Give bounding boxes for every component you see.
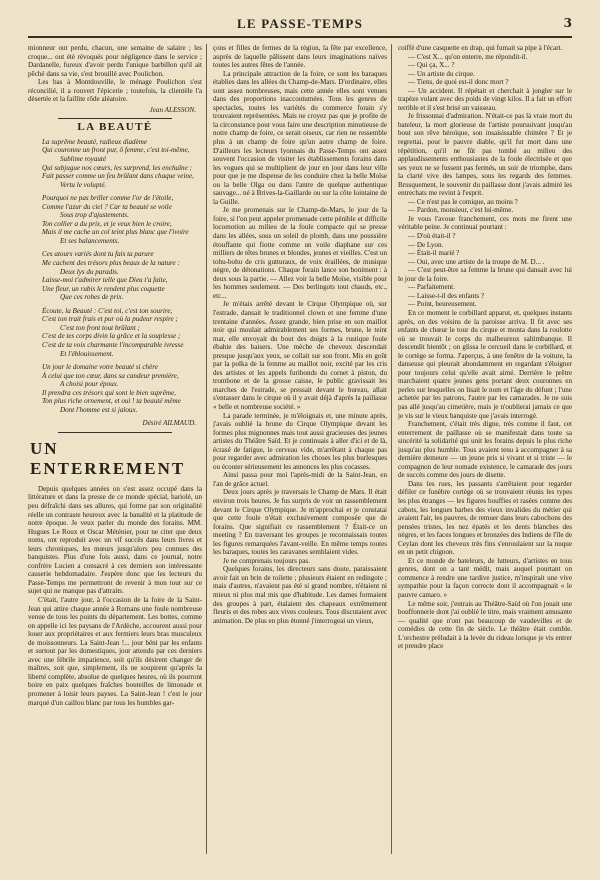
- paragraph: — Un accident. Il répétait et cherchait à jongler sur le trapèze volant avec des poids de vingt kilos. Il a fait un effort terrible et il s'est brisé un vaisseau.: [398, 86, 572, 112]
- divider: [58, 118, 172, 119]
- dialogue-line: — Oui, avec une artiste de la troupe de M. D... .: [408, 257, 545, 266]
- article-title: UN ENTERREMENT: [30, 438, 186, 478]
- paragraph: Quelques forains, les directeurs sans doute, paraissaient avoir fait un brin de toilette ; plusieurs étaient en redingote ; mais d'autres, n'avaient pas été si grand nombre, n'étaient ni mieux ni plus mal mis que d'habitude. Les dames formaient des groupes à part, étalaient des chapeaux extrêmement fleuris et des robes aux vives couleurs. Tous discutaient avec animation. De plus en plus étonné j'interrogeai un vieux,: [213, 565, 387, 625]
- poem-line: Pourquoi ne pas briller comme l'or de l'étoile,: [42, 194, 174, 203]
- poem-stanza: [42, 250, 198, 301]
- paragraph: C'était, l'autre jour, à l'occasion de la foire de la Saint-Jean qui attire chaque année à Romans une foule nombreuse venue de tous les points du département. Les bottes, comme on appelle ici les paysans de l'Ardèche, accourent aussi pour louer aux propriétaires et aux fermiers leurs bras musculeux de moissonneurs. La Saint-Jean !... jour béni par les enfants et surtout par les domestiques, jour attendu par ces derniers avec une fébrile impatience, soit qu'ils désirent changer de maîtres, soit que, simplement, ils ne soupirent qu'après la liberté complète, absolue de quelques heures, où ils pourront boire en paix quelques fraîches bouteilles de limonade et promener à loisir leurs payses. La Saint-Jean ! c'est le jour marqué d'un caillou blanc par tous les humbles gar-: [28, 595, 202, 707]
- poem-line: Une fleur, un rubis le rendent plus coquette: [42, 284, 165, 293]
- paragraph: Je vous l'avoue franchement, ces mots me firent une véritable peine. Je continuai pourtant :: [398, 214, 572, 232]
- paragraph: En ce moment le corbillard apparut, et, quelques instants après, on des voisins de la paroisse arriva. Il fit avec ses enfants de chœur le tour du cirque et monta dans la roulotte où se trouvait le corps du malheureux saltimbanque. Il descendit bientôt ; on glissa le cercueil dans le corbillard, et le cortège se forma. J'aperçus, à une fenêtre de la voiture, la danseuse qui pleurait abondamment en regardant s'éloigner pour toujours celui qu'elle avait aimé. Derrière le prêtre marchaient quatre jeunes gens portant deux couronnes en perles sur lesquelles on lisait le nom et l'âge du défunt ; l'une achetée par les patrons, l'autre par les camarades. Je ne suis pas allé jusqu'au cimetière, mais je n'oublierai jamais ce que je vis sur le vieux banquiste que j'avais interrogé.: [398, 308, 572, 420]
- poem-line: C'est de tes corps divin la grâce et la souplesse ;: [42, 332, 181, 341]
- poem-line: Et ses balancements.: [60, 236, 120, 245]
- poem-line: Mais il me cache un col teint plus blanc que l'ivoire: [42, 228, 189, 237]
- poem-stanza: [42, 138, 198, 189]
- dialogue-line: — Qui ça, X... ?: [408, 61, 455, 70]
- poem-line: C'est de ta voix charmante l'incomparable ivresse: [42, 340, 184, 349]
- poem-line: Ces atours variés dont tu fais ta parure: [42, 250, 154, 259]
- poem-line: Ton collier a du prix, et je veux bien le croire,: [42, 219, 172, 228]
- paragraph: çons et filles de fermes de la région, la fête par excellence, auprès de laquelle pâlissent dans leurs imaginations naïves toutes les autres fêtes de l'année.: [213, 44, 387, 70]
- paragraph: Je frissonnai d'admiration. N'était-ce pas là vraie mort du bateleur, la mort glorieuse de l'artiste poursuivant jusqu'au bout son rêve héroïque, son insaisissable chimère ? Et je regrettai, pour le pauvre diable, qu'il fut mort dans une répétition, qu'il ne fût pas tombé au milieu des applaudissements enthousiastes de la foule électrisée et que ses yeux ne se fussent pas fermés, un soir de triomphe, dans la clarté vive des lampes, sous les regards des femmes. Brusquement, le souvenir du paillasse dont j'avais admiré les entrechats me revint à l'esprit.: [398, 112, 572, 198]
- poem-line: Laisse-moi t'admirer telle que Dieu t'a faite,: [42, 276, 168, 285]
- dialogue-line: — Point, heureusement.: [408, 300, 477, 309]
- poem-line: Dont l'homme est si jaloux.: [60, 405, 138, 414]
- poem-line: Et l'éblouissement.: [60, 349, 114, 358]
- poem-line: La suprême beauté, radieux diadème: [42, 137, 148, 146]
- poem-stanza: [42, 194, 198, 245]
- poem-line: Sous trop d'ajustements.: [60, 211, 129, 220]
- poem-line: C'est ton front tout brûlant ;: [60, 323, 140, 332]
- poem-line: Que ces robes de prix.: [60, 293, 124, 302]
- poem-line: Me cachent des trésors plus beaux de la nature :: [42, 259, 180, 268]
- column-1: [28, 44, 202, 854]
- poem-line: Qui subjugue nos cœurs, les surprend, les enchaîne ;: [42, 163, 192, 172]
- author-signature: Jean ALESSON.: [149, 105, 196, 114]
- paragraph: Les bas à Montdouville, le ménage Poulichon s'est réconcilié, il a rouvert l'épicerie ; toutefois, la clientèle l'a désertée et la faillite rôde aléatoire.: [28, 78, 202, 104]
- dialogue-line: — C'est X... qu'on enterre, me répondit-il.: [408, 52, 528, 61]
- paragraph: Dans les rues, les passants s'arrêtaient pour regarder défiler ce funèbre cortège où se trouvaient réunis les types les plus étranges — les figures bouffies et rasées comme des cabots, les longues barbes des vieux invalides du métier qui avaient l'air, les pauvres, de remuer dans leurs cabochons des pensées tristes, les nez épatés et les dents blanches des nègres, et les faces longues et bronzées des Indiens de l'île de Ceylan dont les cheveux très fins s'enroulaient sur la nuque en un petit chignon.: [398, 479, 572, 557]
- dialogue-line: — D'où était-il ?: [408, 232, 456, 241]
- paragraph: Franchement, c'était très digne, très comme il faut, cet enterrement de paillasse où se manifestait dans toute sa sincérité la solidarité qui unit les forains depuis le plus riche jusqu'au plus humble. Tous avaient tenu à accompagner à sa dernière demeure — un jeune pris si vivant et si triste — le compagnon de leur nomade existence, le camarade des jours de succès comme des jours de disette.: [398, 420, 572, 480]
- poem-title: LA BEAUTÉ: [77, 121, 153, 134]
- poem-line: Deux lys du paradis.: [60, 267, 119, 276]
- paragraph: La principale attraction de la foire, ce sont les baraques établies dans les allées du Champ-de-Mars. D'ordinaire, elles sont assez nombreuses, mais cette année elles sont venues dans des proportions inaccoutumées. Tous les genres de spectacles, toutes les variétés du commerce forain s'y trouvaient représentées. Mais ne croyez pas que je profite de la circonstance pour vous faire une description minutieuse de notre champ de foire, ce serait oiseux, car rien ne ressemble plus à un champ de foire qu'un autre champ de foire. D'ailleurs les lecteurs lyonnais du Passe-Temps ont assez souvent l'occasion de visiter les établissements forains dans les vogues qui se multiplient de jour en jour dans leur ville pour que je me dispense de les conduire chez la belle Moïse ou la belle Olga ou dans l'antre de quelque authentique sauvage... né à Brives-la-Gaillarde ou sur la côte lointaine de la Guille.: [213, 69, 387, 206]
- page-number: 3: [563, 16, 572, 30]
- dialogue-line: — Était-il marié ?: [408, 249, 460, 258]
- journal-title: LE PASSE-TEMPS: [237, 16, 363, 31]
- paragraph: La parade terminée, je m'éloignais et, une minute après, j'avais oublié la brune du Cirque Olympique devant les formes plus mignonnes mais tout aussi gracieuses des jeunes artistes du Théâtre Saïd. Et je continuais à aller d'ici et de là, écrasé de fatigue, le cerveau vide, m'arrêtant à chaque pas pour regarder avec admiration les choses les plus burlesques ou écouter sérieusement les annonces les plus cocasses.: [213, 411, 387, 471]
- poem-line: Fait passer comme un feu brûlant dans chaque veine,: [42, 172, 194, 181]
- dialogue-line: — Parfaitement.: [408, 283, 455, 292]
- dialogue-line: — Un artiste du cirque.: [408, 69, 475, 78]
- poem-line: Vertu le volupté.: [60, 180, 107, 189]
- poem-signature: Désiré AILMAUD.: [142, 419, 196, 428]
- poem-line: Écoute, la Beauté : C'est toi, c'est ton sourire,: [42, 306, 173, 315]
- page-header: [28, 16, 572, 38]
- poem: [28, 138, 202, 414]
- paragraph: Je m'étais arrêté devant le Cirque Olympique où, sur l'estrade, dansait le traditionnel clown et une femme d'une trentaine d'années. Assez grande, bien prise en son maillot noir qui moulait admirablement ses formes, brune, le teint mat, elle envoyait du bout des doigts à la rustique foule ébahie des baisers. Une mèche de cheveux descendait presque jusqu'aux yeux, se collait sur son front. Mis en goût par la polka de la femme au maillot noir, excité par les cris des artistes et les appels furibonds du cornet à piston, du trombone et de la grosse caisse, le public gravissait les marches de l'estrade, se pressait devant le bureau, allait s'entasser dans le cirque où il y avait déjà d'après la paillasse « belle et nombreuse société. »: [213, 300, 387, 411]
- poem-line: À celui que ton cœur, dans sa candeur première,: [42, 371, 179, 380]
- poem-stanza: [42, 363, 198, 414]
- dialogue-line: — Tiens, de quoi est-il donc mort ?: [408, 78, 509, 87]
- column-3: [398, 44, 572, 854]
- paragraph: Et ce monde de bateleurs, de lutteurs, d'artistes en tous genres, dont on a tant médit, mais auquel pourtant on commence à rendre une tardive justice, m'inspirait une vive sympathie pour la façon correcte dont il accompagnait « le pauvre camaro. »: [398, 556, 572, 599]
- divider: [58, 432, 172, 433]
- paragraph: — C'est peut-être sa femme la brune qui dansait avec lui le jour de la foire.: [398, 266, 572, 283]
- paragraph: Je me promenais sur le Champ-de-Mars, le jour de la foire, si l'on peut appeler promenade cette pénible et difficile locomotion au milieu de la foule compacte qui se presse dans les allées, sous un soleil de plomb, dans une poussière étouffante qui fiotte comme un voile diaphane sur ces milliers de têtes brunes et blondes, jeunes et vieilles. C'est un tohu-bohu de cris gutturaux, de voix éraillées, de musique nègre, de détonations. Chaque forain lance son boniment : à deux sous la partie. — Allez voir la belle Moïse, visible pour les hommes seulement. — Des berlingots tout chauds, etc., etc...: [213, 206, 387, 300]
- poem-line: C'est ton trait frais et pur où la pudeur respire ;: [42, 315, 178, 324]
- paragraph: Deux jours après je traversais le Champ de Mars. Il était environ trois heures. Je fus surpris de voir un rassemblement devant le Cirque Olympique. Je m'approchai et je constatai que cette foule n'était exclusivement composée que de forains. Que signifiait ce rassemblement ? Était-ce un meeting ? En traversant les groupes je reconnaissais toutes les figures remarquées l'avant-veille. En même temps toutes les baraques, toutes les caravanes semblaient vides.: [213, 488, 387, 557]
- article-continuation: mionneur out perdu, chacun, une semaine de salaire ; les croque... out été révoqués pour négligence dans le service ; Dardanelle, fureux d'avoir perdu l'unique barbillon qu'il ait pêché dans sa vie, s'est brouillé avec Poulichon.: [28, 44, 202, 78]
- paragraph: Le même soir, j'entrais au Théâtre-Saïd où l'on jouait une bouffonnerie dont j'ai oublié le titre, mais vraiment amusante — qualité que n'ont pas beaucoup de vaudevilles et de comédies de cette fin de siècle. Le théâtre était comble. L'orchestre préludait à la levée du rideau lorsque je vis entrer et prendre place: [398, 599, 572, 651]
- dialogue-line: — Pardon, monsieur, c'est lui-même.: [408, 206, 514, 215]
- poem-line: Sublime royauté: [60, 155, 107, 164]
- column-rule: [206, 44, 207, 854]
- poem-line: Qui couronne un front pur, ô femme, c'est toi-même,: [42, 146, 190, 155]
- dialogue-line: — Laisse-t-il des enfants ?: [408, 291, 485, 300]
- dialogue-line: — De Lyon.: [408, 240, 444, 249]
- poem-line: Il prendra ces trésors qui sont le bien suprême,: [42, 388, 176, 397]
- paragraph: Ainsi passa pour moi l'après-midi de la Saint-Jean, en l'an de grâce actuel.: [213, 471, 387, 488]
- paragraph: Je ne comprenais toujours pas.: [223, 556, 310, 565]
- poem-line: Ton plus riche ornement, et oui ! ta beauté même: [42, 397, 181, 406]
- column-2: [213, 44, 387, 854]
- poem-line: Comme l'azur du ciel ? Car ta beauté se voile: [42, 202, 172, 211]
- paragraph: Depuis quelques années on s'est assez occupé dans la littérature et dans la presse de ce monde spécial, bariolé, un peu défraîchi dans ses allures, qui forme par son originalité réelle un contraste heureux avec la banalité et la platitude de notre époque. Je veux parler du monde des forains. MM. Hugues Le Roux et Oscar Méténier, pour ne citer que deux noms, ont reproduit avec un vif succès dans leurs livres et leurs chroniques, les mœurs jusqu'alors peu connues des banquistes. Plus d'une fois aussi, dans ce journal, notre confrère Lucien a consacré à ces derniers son intéressante causerie hebdomadaire. J'espère donc que les lecteurs du Passe-Temps me permettront de revenir à mon tour sur ce sujet qui ne manque pas d'attraits.: [28, 484, 202, 596]
- paragraph: coiffé d'une casquette en drap, qui fumait sa pipe à l'écart.: [398, 44, 563, 52]
- poem-line: Un jour le domaine votre beauté si chère: [42, 363, 158, 372]
- poem-line: A choisi pour époux.: [60, 380, 119, 389]
- poem-stanza: [42, 307, 198, 358]
- dialogue-line: — Ce n'est pas le comique, au moins ?: [408, 197, 518, 206]
- column-rule: [391, 44, 392, 854]
